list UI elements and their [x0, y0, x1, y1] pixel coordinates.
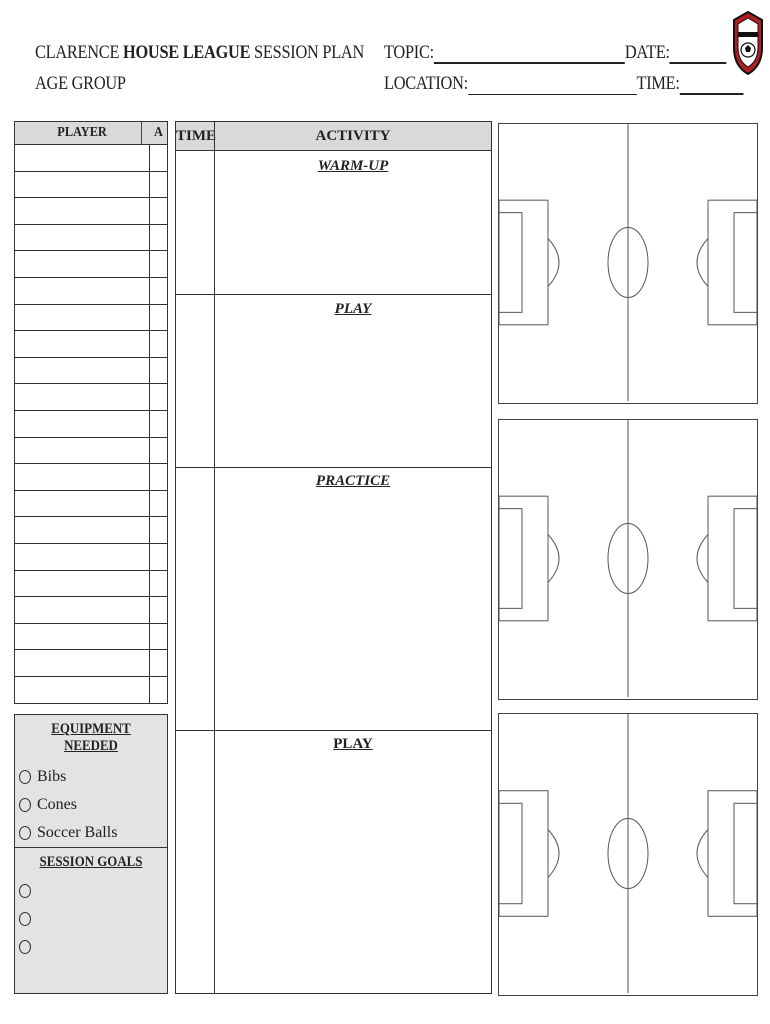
player-row[interactable] [15, 145, 167, 172]
player-row[interactable] [15, 571, 167, 598]
attendance-cell[interactable] [150, 305, 167, 331]
attendance-cell[interactable] [150, 650, 167, 676]
player-table-header [15, 122, 167, 145]
right-penalty-box [708, 496, 757, 621]
player-name-cell[interactable] [15, 225, 150, 251]
player-row[interactable] [15, 251, 167, 278]
player-name-cell[interactable] [15, 597, 150, 623]
player-name-cell[interactable] [15, 411, 150, 437]
player-attendance-table [14, 121, 168, 704]
section-divider [176, 730, 491, 731]
attendance-cell[interactable] [150, 278, 167, 304]
right-penalty-arc [697, 830, 708, 878]
player-row[interactable] [15, 411, 167, 438]
time-column-divider [214, 150, 215, 993]
equipment-item[interactable]: Cones [19, 791, 167, 819]
left-penalty-arc [548, 535, 559, 583]
left-goal-box [499, 213, 522, 313]
player-name-cell[interactable] [15, 677, 150, 704]
equipment-item[interactable]: Soccer Balls [19, 819, 167, 847]
pitch-lines [499, 420, 757, 697]
checkbox-circle-icon[interactable] [19, 912, 31, 926]
attendance-cell[interactable] [150, 544, 167, 570]
player-row[interactable] [15, 331, 167, 358]
equipment-item[interactable]: Bibs [19, 763, 167, 791]
player-row[interactable] [15, 650, 167, 677]
player-name-cell[interactable] [15, 305, 150, 331]
right-goal-box [734, 213, 757, 313]
activity-column-header: ACTIVITY [315, 128, 391, 144]
attendance-cell[interactable] [150, 198, 167, 224]
player-row[interactable] [15, 384, 167, 411]
player-name-cell[interactable] [15, 145, 150, 171]
attendance-column-header: A [154, 125, 163, 140]
attendance-cell[interactable] [150, 172, 167, 198]
right-penalty-box [708, 791, 757, 917]
left-goal-box [499, 509, 522, 609]
player-name-cell[interactable] [15, 438, 150, 464]
player-row[interactable] [15, 677, 167, 704]
club-crest-logo [732, 10, 764, 76]
attendance-cell[interactable] [150, 571, 167, 597]
player-row[interactable] [15, 464, 167, 491]
player-row[interactable] [15, 491, 167, 518]
player-name-cell[interactable] [15, 251, 150, 277]
player-name-cell[interactable] [15, 517, 150, 543]
player-row[interactable] [15, 278, 167, 305]
goal-item[interactable] [19, 933, 167, 961]
attendance-cell[interactable] [150, 331, 167, 357]
player-name-cell[interactable] [15, 172, 150, 198]
player-row[interactable] [15, 305, 167, 332]
section-play-1: PLAY [334, 301, 372, 317]
attendance-cell[interactable] [150, 491, 167, 517]
attendance-cell[interactable] [150, 597, 167, 623]
pitch-lines [499, 714, 757, 993]
left-penalty-box [499, 200, 548, 325]
player-column-header: PLAYER [23, 122, 142, 144]
checkbox-circle-icon[interactable] [19, 798, 31, 812]
activity-table-header [176, 122, 491, 151]
section-warm-up: WARM-UP [317, 158, 389, 174]
player-row[interactable] [15, 198, 167, 225]
player-name-cell[interactable] [15, 491, 150, 517]
right-goal-box [734, 803, 757, 903]
checkbox-circle-icon[interactable] [19, 826, 31, 840]
player-row[interactable] [15, 624, 167, 651]
player-row[interactable] [15, 438, 167, 465]
goal-item[interactable] [19, 905, 167, 933]
player-name-cell[interactable] [15, 384, 150, 410]
player-row[interactable] [15, 358, 167, 385]
checkbox-circle-icon[interactable] [19, 770, 31, 784]
player-name-cell[interactable] [15, 624, 150, 650]
left-penalty-arc [548, 239, 559, 287]
session-plan-title: CLARENCE HOUSE LEAGUE SESSION PLAN [35, 42, 365, 63]
equipment-needed-box [14, 714, 168, 848]
soccer-field-diagram[interactable] [498, 713, 758, 996]
session-goals-box [14, 847, 168, 994]
attendance-cell[interactable] [150, 677, 167, 704]
attendance-cell[interactable] [150, 384, 167, 410]
player-name-cell[interactable] [15, 358, 150, 384]
attendance-cell[interactable] [150, 517, 167, 543]
right-penalty-box [708, 200, 757, 325]
player-row[interactable] [15, 225, 167, 252]
session-goals-title: SESSION GOALS [39, 854, 143, 870]
player-row[interactable] [15, 172, 167, 199]
attendance-cell[interactable] [150, 624, 167, 650]
left-goal-box [499, 803, 522, 903]
left-penalty-box [499, 496, 548, 621]
attendance-cell[interactable] [150, 411, 167, 437]
player-name-cell[interactable] [15, 331, 150, 357]
section-play-2: PLAY [333, 736, 373, 752]
attendance-cell[interactable] [150, 251, 167, 277]
attendance-cell[interactable] [150, 358, 167, 384]
right-penalty-arc [697, 239, 708, 287]
goal-item[interactable] [19, 877, 167, 905]
soccer-field-diagram[interactable] [498, 419, 758, 700]
player-row[interactable] [15, 517, 167, 544]
topic-field[interactable]: TOPIC: DATE: [384, 42, 727, 64]
attendance-cell[interactable] [150, 438, 167, 464]
time-column-header: TIME [176, 122, 215, 150]
age-group-label: AGE GROUP [35, 73, 126, 94]
right-penalty-arc [697, 535, 708, 583]
section-practice: PRACTICE [315, 473, 391, 489]
checkbox-circle-icon[interactable] [19, 884, 31, 898]
player-name-cell[interactable] [15, 278, 150, 304]
player-row[interactable] [15, 597, 167, 624]
checkbox-circle-icon[interactable] [19, 940, 31, 954]
location-field[interactable]: LOCATION: TIME: [384, 73, 743, 95]
player-name-cell[interactable] [15, 571, 150, 597]
activity-table [175, 121, 492, 994]
left-penalty-arc [548, 830, 559, 878]
attendance-cell[interactable] [150, 145, 167, 171]
left-penalty-box [499, 791, 548, 917]
section-divider [176, 294, 491, 295]
player-name-cell[interactable] [15, 544, 150, 570]
player-name-cell[interactable] [15, 650, 150, 676]
equipment-title: EQUIPMENT NEEDED [51, 721, 131, 754]
player-row[interactable] [15, 544, 167, 571]
attendance-cell[interactable] [150, 464, 167, 490]
player-name-cell[interactable] [15, 198, 150, 224]
pitch-lines [499, 124, 757, 401]
player-name-cell[interactable] [15, 464, 150, 490]
section-divider [176, 467, 491, 468]
attendance-cell[interactable] [150, 225, 167, 251]
right-goal-box [734, 509, 757, 609]
soccer-field-diagram[interactable] [498, 123, 758, 404]
